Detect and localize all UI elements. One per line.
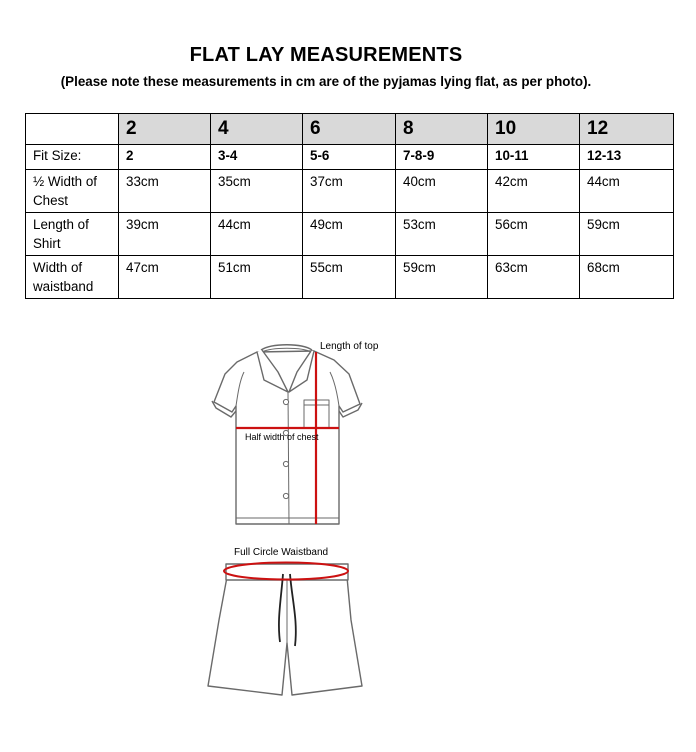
table-cell: 35cm bbox=[211, 170, 303, 213]
header-cell: 8 bbox=[396, 114, 488, 145]
table-cell: 53cm bbox=[396, 213, 488, 256]
length-of-top-label: Length of top bbox=[320, 341, 379, 352]
header-cell: 6 bbox=[303, 114, 396, 145]
table-cell: 44cm bbox=[580, 170, 674, 213]
full-circle-waistband-label: Full Circle Waistband bbox=[234, 547, 329, 558]
header-cell: 12 bbox=[580, 114, 674, 145]
page-subtitle: (Please note these measurements in cm are of the pyjamas lying flat, as per photo). bbox=[60, 74, 592, 89]
table-cell: 56cm bbox=[488, 213, 580, 256]
row-label: ½ Width of Chest bbox=[26, 170, 119, 213]
table-cell: 40cm bbox=[396, 170, 488, 213]
half-width-of-chest-label: Half width of chest bbox=[245, 432, 319, 442]
table-cell: 68cm bbox=[580, 256, 674, 299]
header-cell: 10 bbox=[488, 114, 580, 145]
table-cell: 49cm bbox=[303, 213, 396, 256]
table-cell: 59cm bbox=[580, 213, 674, 256]
table-cell: 2 bbox=[119, 145, 211, 170]
table-cell: 37cm bbox=[303, 170, 396, 213]
table-cell: 10-11 bbox=[488, 145, 580, 170]
page-title: FLAT LAY MEASUREMENTS bbox=[189, 44, 463, 66]
table-cell: 47cm bbox=[119, 256, 211, 299]
table-cell: 5-6 bbox=[303, 145, 396, 170]
table-cell: 3-4 bbox=[211, 145, 303, 170]
shorts-drawing bbox=[208, 564, 362, 695]
row-label: Fit Size: bbox=[26, 145, 119, 170]
table-cell: 33cm bbox=[119, 170, 211, 213]
table-cell: 51cm bbox=[211, 256, 303, 299]
table-cell: 44cm bbox=[211, 213, 303, 256]
table-cell: 12-13 bbox=[580, 145, 674, 170]
table-cell: 63cm bbox=[488, 256, 580, 299]
table-cell: 7-8-9 bbox=[396, 145, 488, 170]
table-cell: 39cm bbox=[119, 213, 211, 256]
header-cell: 2 bbox=[119, 114, 211, 145]
table-cell: 55cm bbox=[303, 256, 396, 299]
table-cell: 42cm bbox=[488, 170, 580, 213]
header-cell: 4 bbox=[211, 114, 303, 145]
table-cell: 59cm bbox=[396, 256, 488, 299]
row-label: Width of waistband bbox=[26, 256, 119, 299]
row-label: Length of Shirt bbox=[26, 213, 119, 256]
